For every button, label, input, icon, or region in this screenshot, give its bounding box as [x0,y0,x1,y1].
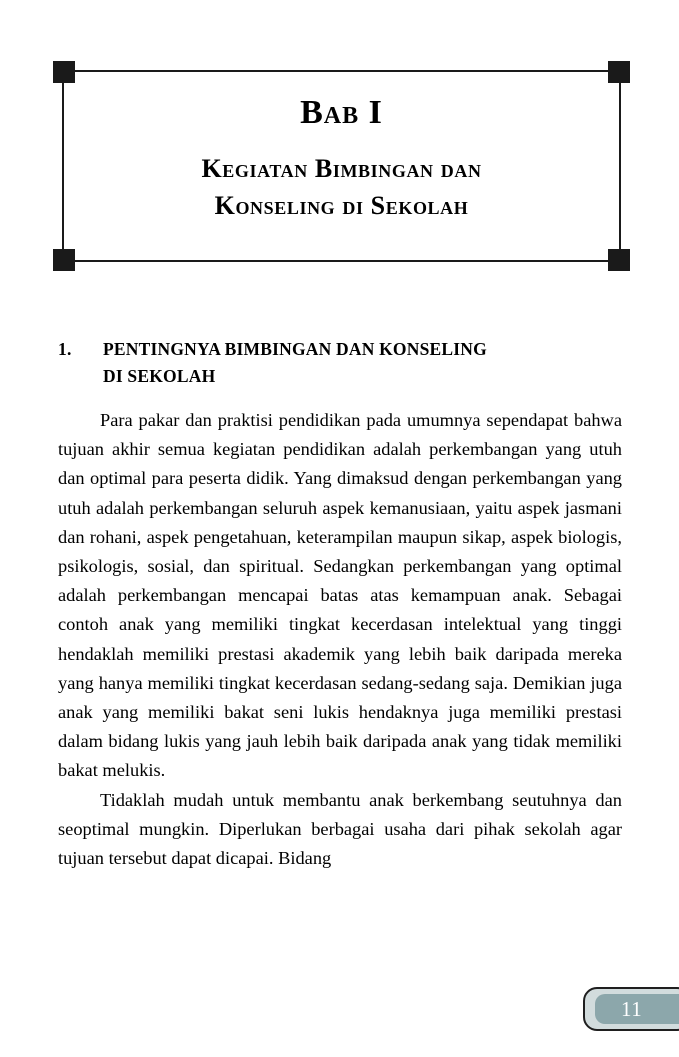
corner-square-top-right-icon [608,61,630,83]
chapter-title-line-1: Kegiatan Bimbingan dan [201,154,482,184]
body-text [58,406,622,873]
chapter-title-line-2: Konseling di Sekolah [214,191,469,221]
corner-square-top-left-icon [53,61,75,83]
section-number: 1. [58,339,72,359]
chapter-header-content [64,94,619,225]
body-paragraph-2: Tidaklah mudah untuk membantu anak berkembang seutuhnya dan seoptimal mungkin. Diperlukan berbagai usaha dari pihak sekolah agar tujuan tersebut dapat dicapai. Bidang [58,789,622,869]
page-number-badge-inner [595,994,679,1024]
section-heading-line-1: PENTINGNYA BIMBINGAN DAN KONSELING [103,339,487,359]
corner-square-bottom-right-icon [608,249,630,271]
body-paragraph-1: Para pakar dan praktisi pendidikan pada umumnya sependapat bahwa tujuan akhir semua kegiatan pendidikan adalah perkembangan yang utuh dan optimal para peserta didik. Yang dimaksud dengan perkembangan yang utuh adalah perkembangan seluruh aspek kemanusiaan, yaitu aspek jasmani dan rohani, aspek pengetahuan, keterampilan maupun sikap, aspek biologis, psikologis, sosial, dan spiritual. Sedangkan perkembangan yang optimal adalah perkembangan mencapai batas atas kemampuan anak. Sebagai contoh anak yang memiliki tingkat kecerdasan intelektual yang tinggi hendaklah memiliki prestasi akademik yang lebih baik daripada mereka yang hanya memiliki tingkat kecerdasan sedang-sedang saja. Demikian juga anak yang memiliki bakat seni lukis hendaknya juga memiliki prestasi dalam bidang lukis yang jauh lebih baik daripada anak yang tidak memiliki bakat melukis. [58,410,622,781]
section-heading [58,336,622,389]
section-heading-block [58,336,622,389]
chapter-number: Bab I [300,94,383,131]
page-number-value: 11 [621,996,643,1021]
corner-square-bottom-left-icon [53,249,75,271]
section-heading-line-2: DI SEKOLAH [103,365,216,386]
chapter-header-frame [62,70,621,262]
chapter-title [64,151,619,225]
page-number-badge [583,987,679,1031]
